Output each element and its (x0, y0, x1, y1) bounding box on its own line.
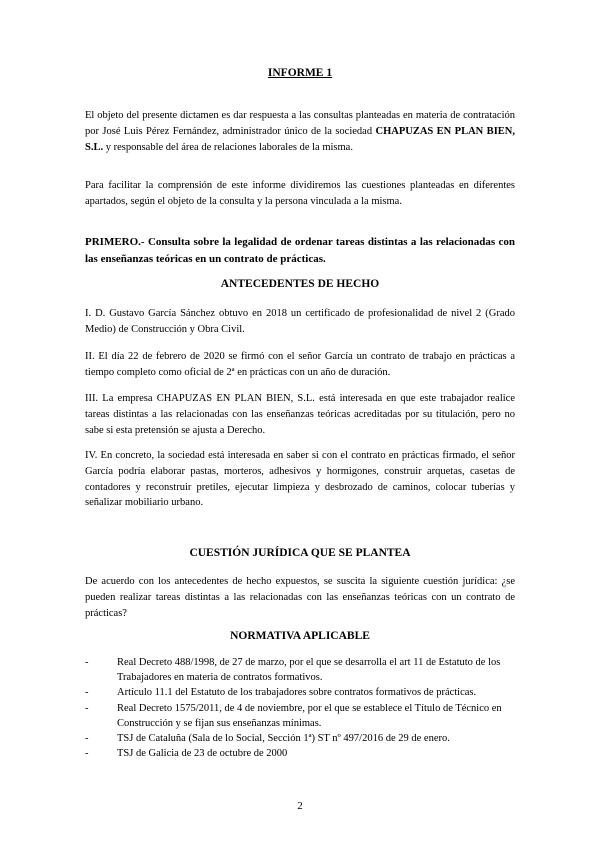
list-bullet: - (85, 748, 89, 760)
list-item (85, 685, 515, 700)
report-title: INFORME 1 (267, 67, 333, 79)
list-item-text: Real Decreto 488/1998, de 27 de marzo, por el que se desarrolla el art 11 de Estatuto de los Trabajadores en materia de contratos formativos. (117, 657, 501, 684)
list-item (85, 701, 515, 731)
antecedente-2: II. El día 22 de febrero de 2020 se firmó con el señor García un contrato de trabajo en prácticas a tiempo completo como oficial de 2ª en prácticas con un año de duración. (85, 351, 515, 378)
list-item (85, 655, 515, 685)
page-number: 2 (297, 800, 303, 812)
list-item-text: TSJ de Galicia de 23 de octubre de 2000 (117, 748, 288, 760)
company-name: CHAPUZAS EN PLAN BIEN, S.L. (85, 125, 515, 153)
intro-text-end: y responsable del área de relaciones laborales de la misma. (103, 141, 353, 153)
list-item-text: Artículo 11.1 del Estatuto de los trabajadores sobre contratos formativos de prácticas. (117, 687, 477, 699)
cuestion-text: De acuerdo con los antecedentes de hecho expuestos, se suscita la siguiente cuestión jurídica: ¿se pueden realizar tareas distintas a las relacionadas con las enseñanzas teóricas con un contrato de prácticas? (85, 576, 515, 619)
antecedentes-heading: ANTECEDENTES DE HECHO (220, 278, 380, 290)
cuestion-heading: CUESTIÓN JURÍDICA QUE SE PLANTEA (189, 547, 411, 559)
intro-text-start: El objeto del presente dictamen es dar respuesta a las consultas planteadas en materia de contratación por José Luis Pérez Fernández, administrador único de la sociedad (85, 110, 515, 137)
list-item (85, 746, 515, 761)
list-item (85, 731, 515, 746)
list-bullet: - (85, 733, 89, 745)
list-item-text: TSJ de Cataluña (Sala de lo Social, Sección 1ª) ST nº 497/2016 de 29 de enero. (117, 733, 450, 745)
intro-paragraph-1 (85, 108, 515, 155)
primero-heading: PRIMERO.- Consulta sobre la legalidad de ordenar tareas distintas a las relacionadas con las enseñanzas teóricas en un contrato de prácticas. (85, 236, 515, 265)
list-bullet: - (85, 657, 89, 668)
intro-paragraph-2: Para facilitar la comprensión de este informe dividiremos las cuestiones planteadas en diferentes apartados, según el objeto de la consulta y la persona vinculada a la misma. (85, 180, 515, 207)
list-bullet: - (85, 687, 89, 699)
list-item-text: Real Decreto 1575/2011, de 4 de noviembre, por el que se establece el Título de Técnico en Construcción y se fijan sus enseñanzas mínimas. (117, 702, 502, 729)
normativa-list (85, 655, 515, 762)
antecedente-4: IV. En concreto, la sociedad está interesada en saber si con el contrato en prácticas firmado, el señor García podría elaborar pastas, morteros, adhesivos y hormigones, construir arquetas, casetas de contadores y reconstruir pretiles, ejecutar limpieza y desbrozado de caminos, colocar tuberías y señalizar mobiliario urbano. (85, 450, 515, 509)
normativa-heading: NORMATIVA APLICABLE (230, 630, 370, 642)
list-bullet: - (85, 702, 89, 714)
document-page (85, 0, 515, 848)
antecedente-1: I. D. Gustavo García Sánchez obtuvo en 2018 un certificado de profesionalidad de nivel 2 (Grado Medio) de Construcción y Obra Civil. (85, 308, 515, 335)
antecedente-3: III. La empresa CHAPUZAS EN PLAN BIEN, S.L. está interesada en que este trabajador realice tareas distintas a las relacionadas con las enseñanzas teóricas acreditadas por su titulación, pero no sabe si esta pretensión se ajusta a Derecho. (85, 393, 515, 436)
